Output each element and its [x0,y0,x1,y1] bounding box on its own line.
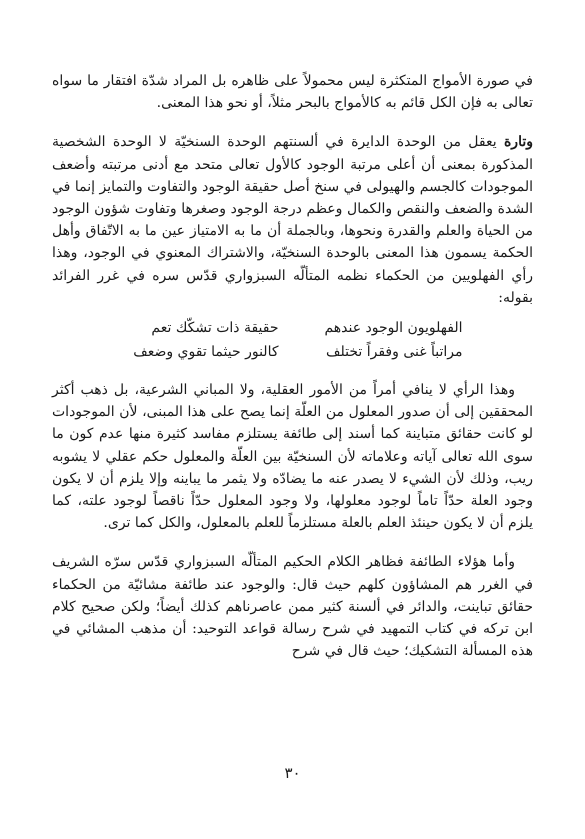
poem-verse [123,317,463,363]
verse-line-2-second-hemistich: كالنور حيثما تقوي وضعف [133,344,279,361]
verse-line-2-first-hemistich: مراتباً غنى وفقراً تختلف [326,344,463,361]
paragraph-gap [52,371,533,379]
paragraph-2-text: يعقل من الوحدة الدايرة في ألسنتهم الوحدة السنخيّة لا الوحدة الشخصية المذكورة بمعنى أن أعلى مرتبة الوجود كالأول تعالى متحد مع أدنى مرتبته وأضعف الموجودات كالجسم والهيولى في سنخ أصل حقيقة الوجود والتفاوت والتمايز إنما في الشدة والضعف والنقص والكمال وعظم درجة الوجود وصغرها وتفاوت شؤون الوجود من الحياة والعلم والقدرة ونحوها، وبالجملة أن ما به الامتياز عين ما به الاتّفاق وأهل الحكمة يسمون هذا المعنى بالوحدة السنخيّة، والاشتراك المعنوي في الوجود، وهذا رأي الفهلويين من الحكماء نظمه المتألّه السبزواري قدّس سره في غرر الفرائد بقوله: [52,134,533,306]
paragraph-gap [52,114,533,131]
paragraph-2 [52,131,533,309]
paragraph-4 [52,551,533,662]
page-number: ٣٠ [284,764,301,782]
verse-line-1-second-hemistich: حقيقة ذات تشكّك تعم [151,320,279,337]
page-body [52,70,533,662]
paragraph-1-text: في صورة الأمواج المتكثرة ليس محمولاً على ظاهره بل المراد شدّة افتقار ما سواه تعالى به فإن الكل قائم به كالأمواج بالبحر مثلاً، أو نحو هذا المعنى. [52,73,533,112]
paragraph-3-text: وهذا الرأي لا ينافي أمراً من الأمور العقلية، ولا المباني الشرعية، بل ذهب أكثر المحققين إلى أن صدور المعلول من العلّة إنما يصح على هذا المبنى، لأن الموجودات لو كانت حقائق متباينة كما أسند إلى طائفة يستلزم مفاسد كثيرة منها عدم كون ما سوى الله تعالى آياته وعلاماته لأن السنخيّة بين العلّة والمعلول حكم عقلي لا يشوبه ريب، وذلك لأن الشيء لا يصدر عنه ما يضادّه ولا يثمر ما يباينه وإلا يلزم أن لا يكون وجود العلة حدّاً تاماً لوجود معلولها، ولا وجود المعلول حدّاً ناقصاً لوجود علته، كما يلزم أن لا يكون حينئذ العلم بالعلة مستلزماً للعلم بالمعلول، والكل كما ترى. [52,382,533,532]
paragraph-2-lead: وتارة [503,134,533,151]
paragraph-gap [52,534,533,551]
paragraph-4-text: وأما هؤلاء الطائفة فظاهر الكلام الحكيم المتألّه السبزواري قدّس سرّه الشريف في الغرر هم المشاؤون كلهم حيث قال: والوجود عند طائفة مشائيّة من الحكماء حقائق تباينت، والدائر في ألسنة كثير ممن عاصرناهم كذلك أيضاً؛ ولكن صحيح كلام ابن تركه في كتاب التمهيد في شرح رسالة قواعد التوحيد: أن مذهب المشائي في هذه المسألة التشكيك؛ حيث قال في شرح [52,554,533,660]
paragraph-1 [52,70,533,114]
paragraph-3 [52,379,533,534]
verse-line-1-first-hemistich: الفهلويون الوجود عندهم [324,320,463,337]
